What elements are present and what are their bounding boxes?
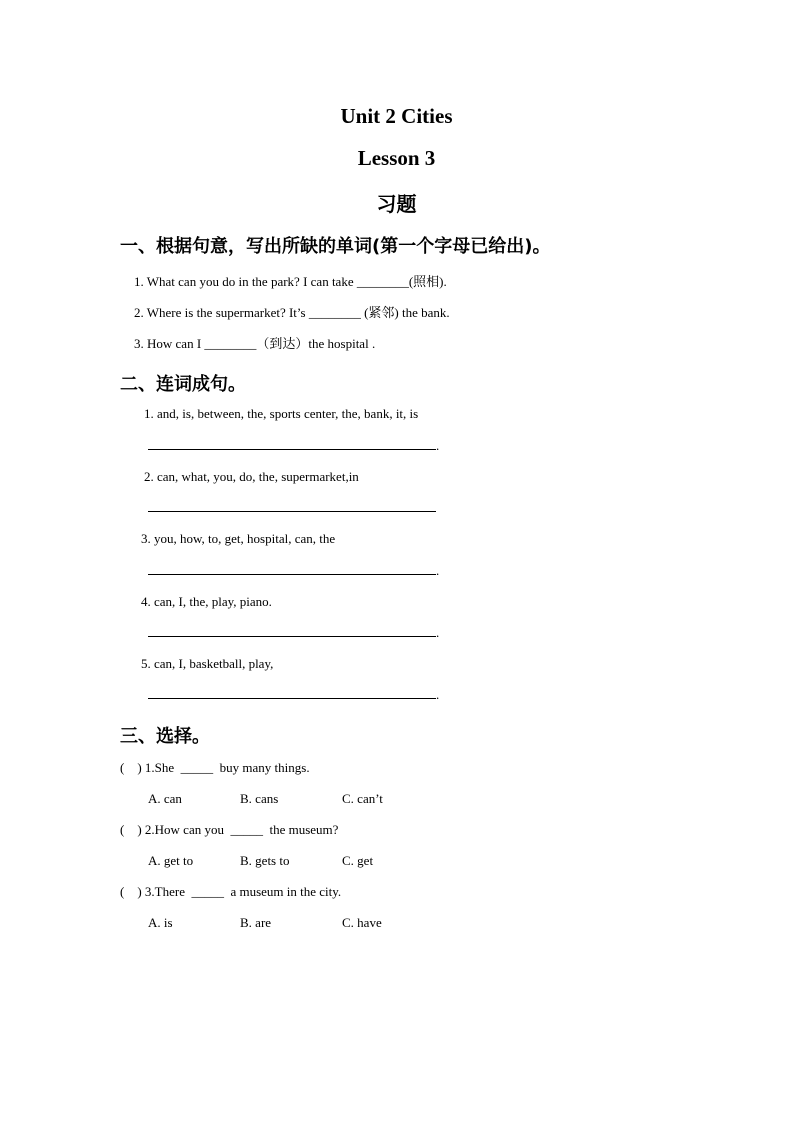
- q2-option-c[interactable]: C. get: [342, 853, 374, 868]
- sentence-prompt-1: 1. and, is, between, the, sports center, the, bank, it, is: [144, 406, 419, 421]
- sentence-prompt-4: 4. can, I, the, play, piano.: [141, 594, 272, 609]
- fill-blank-question-1: 1. What can you do in the park? I can take ________(照相).: [134, 274, 447, 289]
- q2-option-a[interactable]: A. get to: [148, 853, 194, 868]
- choice-question-2: ( ) 2.How can you _____ the museum?: [120, 822, 339, 837]
- q1-option-b[interactable]: B. cans: [240, 791, 279, 806]
- q1-option-a[interactable]: A. can: [148, 791, 182, 806]
- sentence-prompt-3: 3. you, how, to, get, hospital, can, the: [141, 531, 336, 546]
- section-1-heading: 一、根据句意，写出所缺的单词(第一个字母已给出)。: [120, 236, 551, 257]
- fill-blank-question-3: 3. How can I ________（到达）the hospital .: [134, 336, 376, 351]
- page-title: Unit 2 Cities: [340, 104, 453, 128]
- q3-option-b[interactable]: B. are: [240, 915, 272, 930]
- q2-option-b[interactable]: B. gets to: [240, 853, 290, 868]
- fill-blank-question-2: 2. Where is the supermarket? It’s ________ (紧邻) the bank.: [134, 305, 450, 320]
- answer-line-2[interactable]: [148, 499, 436, 516]
- answer-line-3[interactable]: .: [148, 562, 439, 579]
- choice-question-3: ( ) 3.There _____ a museum in the city.: [120, 884, 342, 899]
- choice-question-1: ( ) 1.She _____ buy many things.: [120, 760, 310, 775]
- q3-option-a[interactable]: A. is: [148, 915, 173, 930]
- lesson-title: Lesson 3: [357, 146, 436, 170]
- q3-option-c[interactable]: C. have: [342, 915, 382, 930]
- answer-line-5[interactable]: .: [148, 686, 439, 703]
- q1-option-c[interactable]: C. can’t: [342, 791, 383, 806]
- answer-line-1[interactable]: .: [148, 437, 439, 454]
- sentence-prompt-2: 2. can, what, you, do, the, supermarket,in: [144, 469, 359, 484]
- exercise-subtitle: 习题: [376, 192, 417, 216]
- section-3-heading: 三、选择。: [120, 726, 210, 747]
- answer-line-4[interactable]: .: [148, 624, 439, 641]
- section-2-heading: 二、连词成句。: [120, 374, 246, 395]
- sentence-prompt-5: 5. can, I, basketball, play,: [141, 656, 274, 671]
